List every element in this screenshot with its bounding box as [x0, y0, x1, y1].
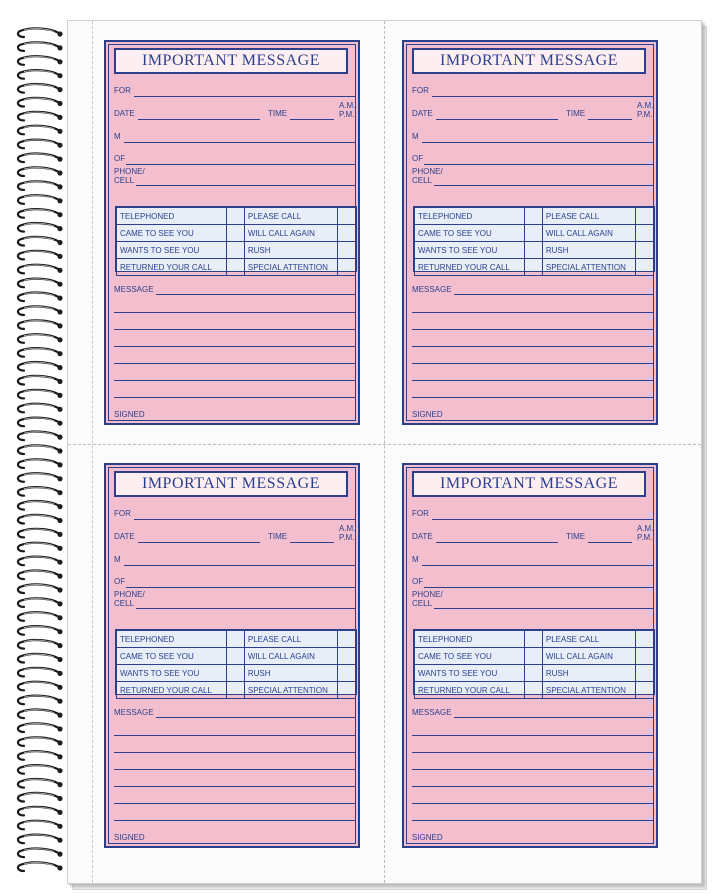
pm-label[interactable]: P.M.	[637, 533, 653, 542]
option-checkbox[interactable]	[338, 665, 356, 682]
option-label: CAME TO SEE YOU	[117, 225, 227, 242]
option-label: WILL CALL AGAIN	[244, 225, 337, 242]
of-label: OF	[412, 154, 424, 163]
for-label: FOR	[114, 509, 131, 518]
am-label[interactable]: A.M.	[339, 101, 356, 110]
message-label: MESSAGE	[114, 708, 154, 717]
message-line[interactable]	[412, 803, 654, 804]
message-line[interactable]	[114, 769, 356, 770]
for-line[interactable]	[432, 96, 654, 97]
time-label: TIME	[268, 532, 288, 541]
message-line[interactable]	[114, 397, 356, 398]
option-checkbox[interactable]	[636, 242, 654, 259]
option-checkbox[interactable]	[636, 665, 654, 682]
of-label: OF	[114, 577, 126, 586]
option-label: TELEPHONED	[117, 631, 227, 648]
vertical-perforation	[384, 21, 385, 883]
status-row	[415, 682, 654, 699]
message-line[interactable]	[412, 786, 654, 787]
message-line[interactable]	[412, 397, 654, 398]
option-label: TELEPHONED	[415, 631, 525, 648]
status-table	[414, 207, 654, 276]
phone-label: PHONE/	[412, 590, 443, 599]
option-checkbox[interactable]	[338, 259, 356, 276]
message-line[interactable]	[412, 329, 654, 330]
option-checkbox[interactable]	[338, 225, 356, 242]
option-label: RUSH	[244, 242, 337, 259]
date-line[interactable]	[436, 542, 558, 543]
for-line[interactable]	[432, 519, 654, 520]
status-checklist	[413, 206, 655, 272]
option-checkbox[interactable]	[227, 631, 245, 648]
message-line[interactable]	[454, 717, 654, 718]
for-line[interactable]	[134, 96, 356, 97]
option-label: WILL CALL AGAIN	[542, 648, 635, 665]
for-label: FOR	[412, 509, 429, 518]
binding-perforation	[92, 21, 93, 883]
signed-label: SIGNED	[114, 410, 145, 419]
for-line[interactable]	[134, 519, 356, 520]
option-label: WILL CALL AGAIN	[542, 225, 635, 242]
option-checkbox[interactable]	[338, 242, 356, 259]
date-line[interactable]	[436, 119, 558, 120]
time-line[interactable]	[588, 542, 632, 543]
message-line[interactable]	[114, 735, 356, 736]
am-label[interactable]: A.M.	[637, 524, 654, 533]
signed-label: SIGNED	[412, 833, 443, 842]
status-row	[117, 665, 356, 682]
form-title: IMPORTANT MESSAGE	[142, 475, 320, 492]
option-checkbox[interactable]	[338, 631, 356, 648]
of-line[interactable]	[126, 587, 356, 588]
status-row	[415, 208, 654, 225]
message-form	[402, 463, 658, 848]
option-checkbox[interactable]	[525, 208, 543, 225]
date-label: DATE	[412, 532, 433, 541]
m-line[interactable]	[124, 565, 356, 566]
signed-line[interactable]	[148, 420, 356, 421]
option-label: WANTS TO SEE YOU	[415, 242, 525, 259]
option-checkbox[interactable]	[525, 682, 543, 699]
option-label: WILL CALL AGAIN	[244, 648, 337, 665]
m-line[interactable]	[422, 142, 654, 143]
option-label: TELEPHONED	[415, 208, 525, 225]
pm-label[interactable]: P.M.	[339, 110, 355, 119]
form-title-box	[412, 471, 646, 497]
option-label: PLEASE CALL	[244, 631, 337, 648]
option-checkbox[interactable]	[227, 259, 245, 276]
message-line[interactable]	[412, 752, 654, 753]
cell-label: CELL	[114, 176, 135, 185]
option-checkbox[interactable]	[636, 682, 654, 699]
date-label: DATE	[114, 109, 135, 118]
status-row	[117, 225, 356, 242]
for-label: FOR	[114, 86, 131, 95]
option-checkbox[interactable]	[338, 648, 356, 665]
date-line[interactable]	[138, 542, 260, 543]
message-line[interactable]	[412, 312, 654, 313]
am-label[interactable]: A.M.	[339, 524, 356, 533]
status-checklist	[413, 629, 655, 695]
cell-label: CELL	[114, 599, 135, 608]
message-line[interactable]	[412, 769, 654, 770]
phone-line[interactable]	[434, 608, 654, 609]
form-title-box	[412, 48, 646, 74]
option-checkbox[interactable]	[525, 648, 543, 665]
form-title: IMPORTANT MESSAGE	[440, 52, 618, 69]
pm-label[interactable]: P.M.	[339, 533, 355, 542]
status-row	[117, 242, 356, 259]
message-line[interactable]	[412, 363, 654, 364]
option-checkbox[interactable]	[227, 665, 245, 682]
of-line[interactable]	[424, 587, 654, 588]
message-line[interactable]	[114, 752, 356, 753]
cell-label: CELL	[412, 599, 433, 608]
option-label: CAME TO SEE YOU	[415, 648, 525, 665]
m-label: M	[114, 132, 121, 141]
option-checkbox[interactable]	[227, 208, 245, 225]
status-row	[117, 682, 356, 699]
option-checkbox[interactable]	[636, 648, 654, 665]
option-label: RUSH	[542, 242, 635, 259]
message-line[interactable]	[114, 786, 356, 787]
signed-label: SIGNED	[114, 833, 145, 842]
option-checkbox[interactable]	[227, 682, 245, 699]
message-line[interactable]	[114, 820, 356, 821]
cell-label: CELL	[412, 176, 433, 185]
phone-line[interactable]	[434, 185, 654, 186]
option-label: PLEASE CALL	[542, 208, 635, 225]
option-label: RETURNED YOUR CALL	[415, 259, 525, 276]
status-table	[116, 630, 356, 699]
time-line[interactable]	[588, 119, 632, 120]
option-checkbox[interactable]	[636, 631, 654, 648]
message-line[interactable]	[114, 312, 356, 313]
status-table	[116, 207, 356, 276]
form-title: IMPORTANT MESSAGE	[142, 52, 320, 69]
option-checkbox[interactable]	[227, 242, 245, 259]
of-label: OF	[412, 577, 424, 586]
message-line[interactable]	[412, 735, 654, 736]
time-line[interactable]	[290, 542, 334, 543]
option-label: SPECIAL ATTENTION	[244, 259, 337, 276]
option-checkbox[interactable]	[338, 682, 356, 699]
option-checkbox[interactable]	[525, 242, 543, 259]
date-label: DATE	[412, 109, 433, 118]
option-checkbox[interactable]	[525, 225, 543, 242]
message-line[interactable]	[114, 346, 356, 347]
option-label: SPECIAL ATTENTION	[542, 259, 635, 276]
pm-label[interactable]: P.M.	[637, 110, 653, 119]
status-checklist	[115, 206, 357, 272]
phone-label: PHONE/	[114, 167, 145, 176]
spiral-binding-icon	[14, 20, 74, 882]
message-label: MESSAGE	[114, 285, 154, 294]
phone-label: PHONE/	[114, 590, 145, 599]
m-label: M	[412, 555, 419, 564]
option-label: RETURNED YOUR CALL	[117, 682, 227, 699]
of-line[interactable]	[126, 164, 356, 165]
option-checkbox[interactable]	[636, 259, 654, 276]
signed-line[interactable]	[148, 843, 356, 844]
status-row	[415, 631, 654, 648]
option-checkbox[interactable]	[525, 259, 543, 276]
form-title-box	[114, 471, 348, 497]
status-row	[117, 208, 356, 225]
message-line[interactable]	[156, 717, 356, 718]
message-line[interactable]	[412, 346, 654, 347]
option-label: PLEASE CALL	[542, 631, 635, 648]
of-line[interactable]	[424, 164, 654, 165]
message-form	[104, 40, 360, 425]
of-label: OF	[114, 154, 126, 163]
message-line[interactable]	[114, 329, 356, 330]
signed-label: SIGNED	[412, 410, 443, 419]
option-checkbox[interactable]	[636, 208, 654, 225]
option-label: WANTS TO SEE YOU	[117, 665, 227, 682]
option-label: RETURNED YOUR CALL	[117, 259, 227, 276]
time-label: TIME	[566, 109, 586, 118]
option-label: RUSH	[542, 665, 635, 682]
option-checkbox[interactable]	[338, 208, 356, 225]
form-title-box	[114, 48, 348, 74]
message-label: MESSAGE	[412, 285, 452, 294]
option-label: CAME TO SEE YOU	[415, 225, 525, 242]
message-line[interactable]	[454, 294, 654, 295]
status-table	[414, 630, 654, 699]
time-label: TIME	[566, 532, 586, 541]
option-label: CAME TO SEE YOU	[117, 648, 227, 665]
status-row	[415, 665, 654, 682]
signed-line[interactable]	[446, 843, 654, 844]
status-checklist	[115, 629, 357, 695]
date-label: DATE	[114, 532, 135, 541]
option-checkbox[interactable]	[636, 225, 654, 242]
status-row	[415, 648, 654, 665]
message-line[interactable]	[114, 803, 356, 804]
phone-line[interactable]	[136, 608, 356, 609]
message-line[interactable]	[412, 380, 654, 381]
message-label: MESSAGE	[412, 708, 452, 717]
m-label: M	[114, 555, 121, 564]
option-label: RETURNED YOUR CALL	[415, 682, 525, 699]
option-checkbox[interactable]	[227, 225, 245, 242]
option-label: SPECIAL ATTENTION	[542, 682, 635, 699]
time-line[interactable]	[290, 119, 334, 120]
option-label: TELEPHONED	[117, 208, 227, 225]
message-line[interactable]	[412, 820, 654, 821]
for-label: FOR	[412, 86, 429, 95]
signed-line[interactable]	[446, 420, 654, 421]
message-form	[402, 40, 658, 425]
m-line[interactable]	[124, 142, 356, 143]
message-line[interactable]	[114, 380, 356, 381]
status-row	[117, 259, 356, 276]
date-line[interactable]	[138, 119, 260, 120]
status-row	[117, 631, 356, 648]
option-label: PLEASE CALL	[244, 208, 337, 225]
option-checkbox[interactable]	[227, 648, 245, 665]
status-row	[415, 259, 654, 276]
time-label: TIME	[268, 109, 288, 118]
phone-line[interactable]	[136, 185, 356, 186]
message-form	[104, 463, 360, 848]
m-label: M	[412, 132, 419, 141]
option-checkbox[interactable]	[525, 665, 543, 682]
option-checkbox[interactable]	[525, 631, 543, 648]
phone-label: PHONE/	[412, 167, 443, 176]
option-label: WANTS TO SEE YOU	[415, 665, 525, 682]
form-title: IMPORTANT MESSAGE	[440, 475, 618, 492]
option-label: WANTS TO SEE YOU	[117, 242, 227, 259]
status-row	[415, 242, 654, 259]
option-label: RUSH	[244, 665, 337, 682]
option-label: SPECIAL ATTENTION	[244, 682, 337, 699]
am-label[interactable]: A.M.	[637, 101, 654, 110]
message-line[interactable]	[114, 363, 356, 364]
m-line[interactable]	[422, 565, 654, 566]
message-line[interactable]	[156, 294, 356, 295]
status-row	[117, 648, 356, 665]
status-row	[415, 225, 654, 242]
